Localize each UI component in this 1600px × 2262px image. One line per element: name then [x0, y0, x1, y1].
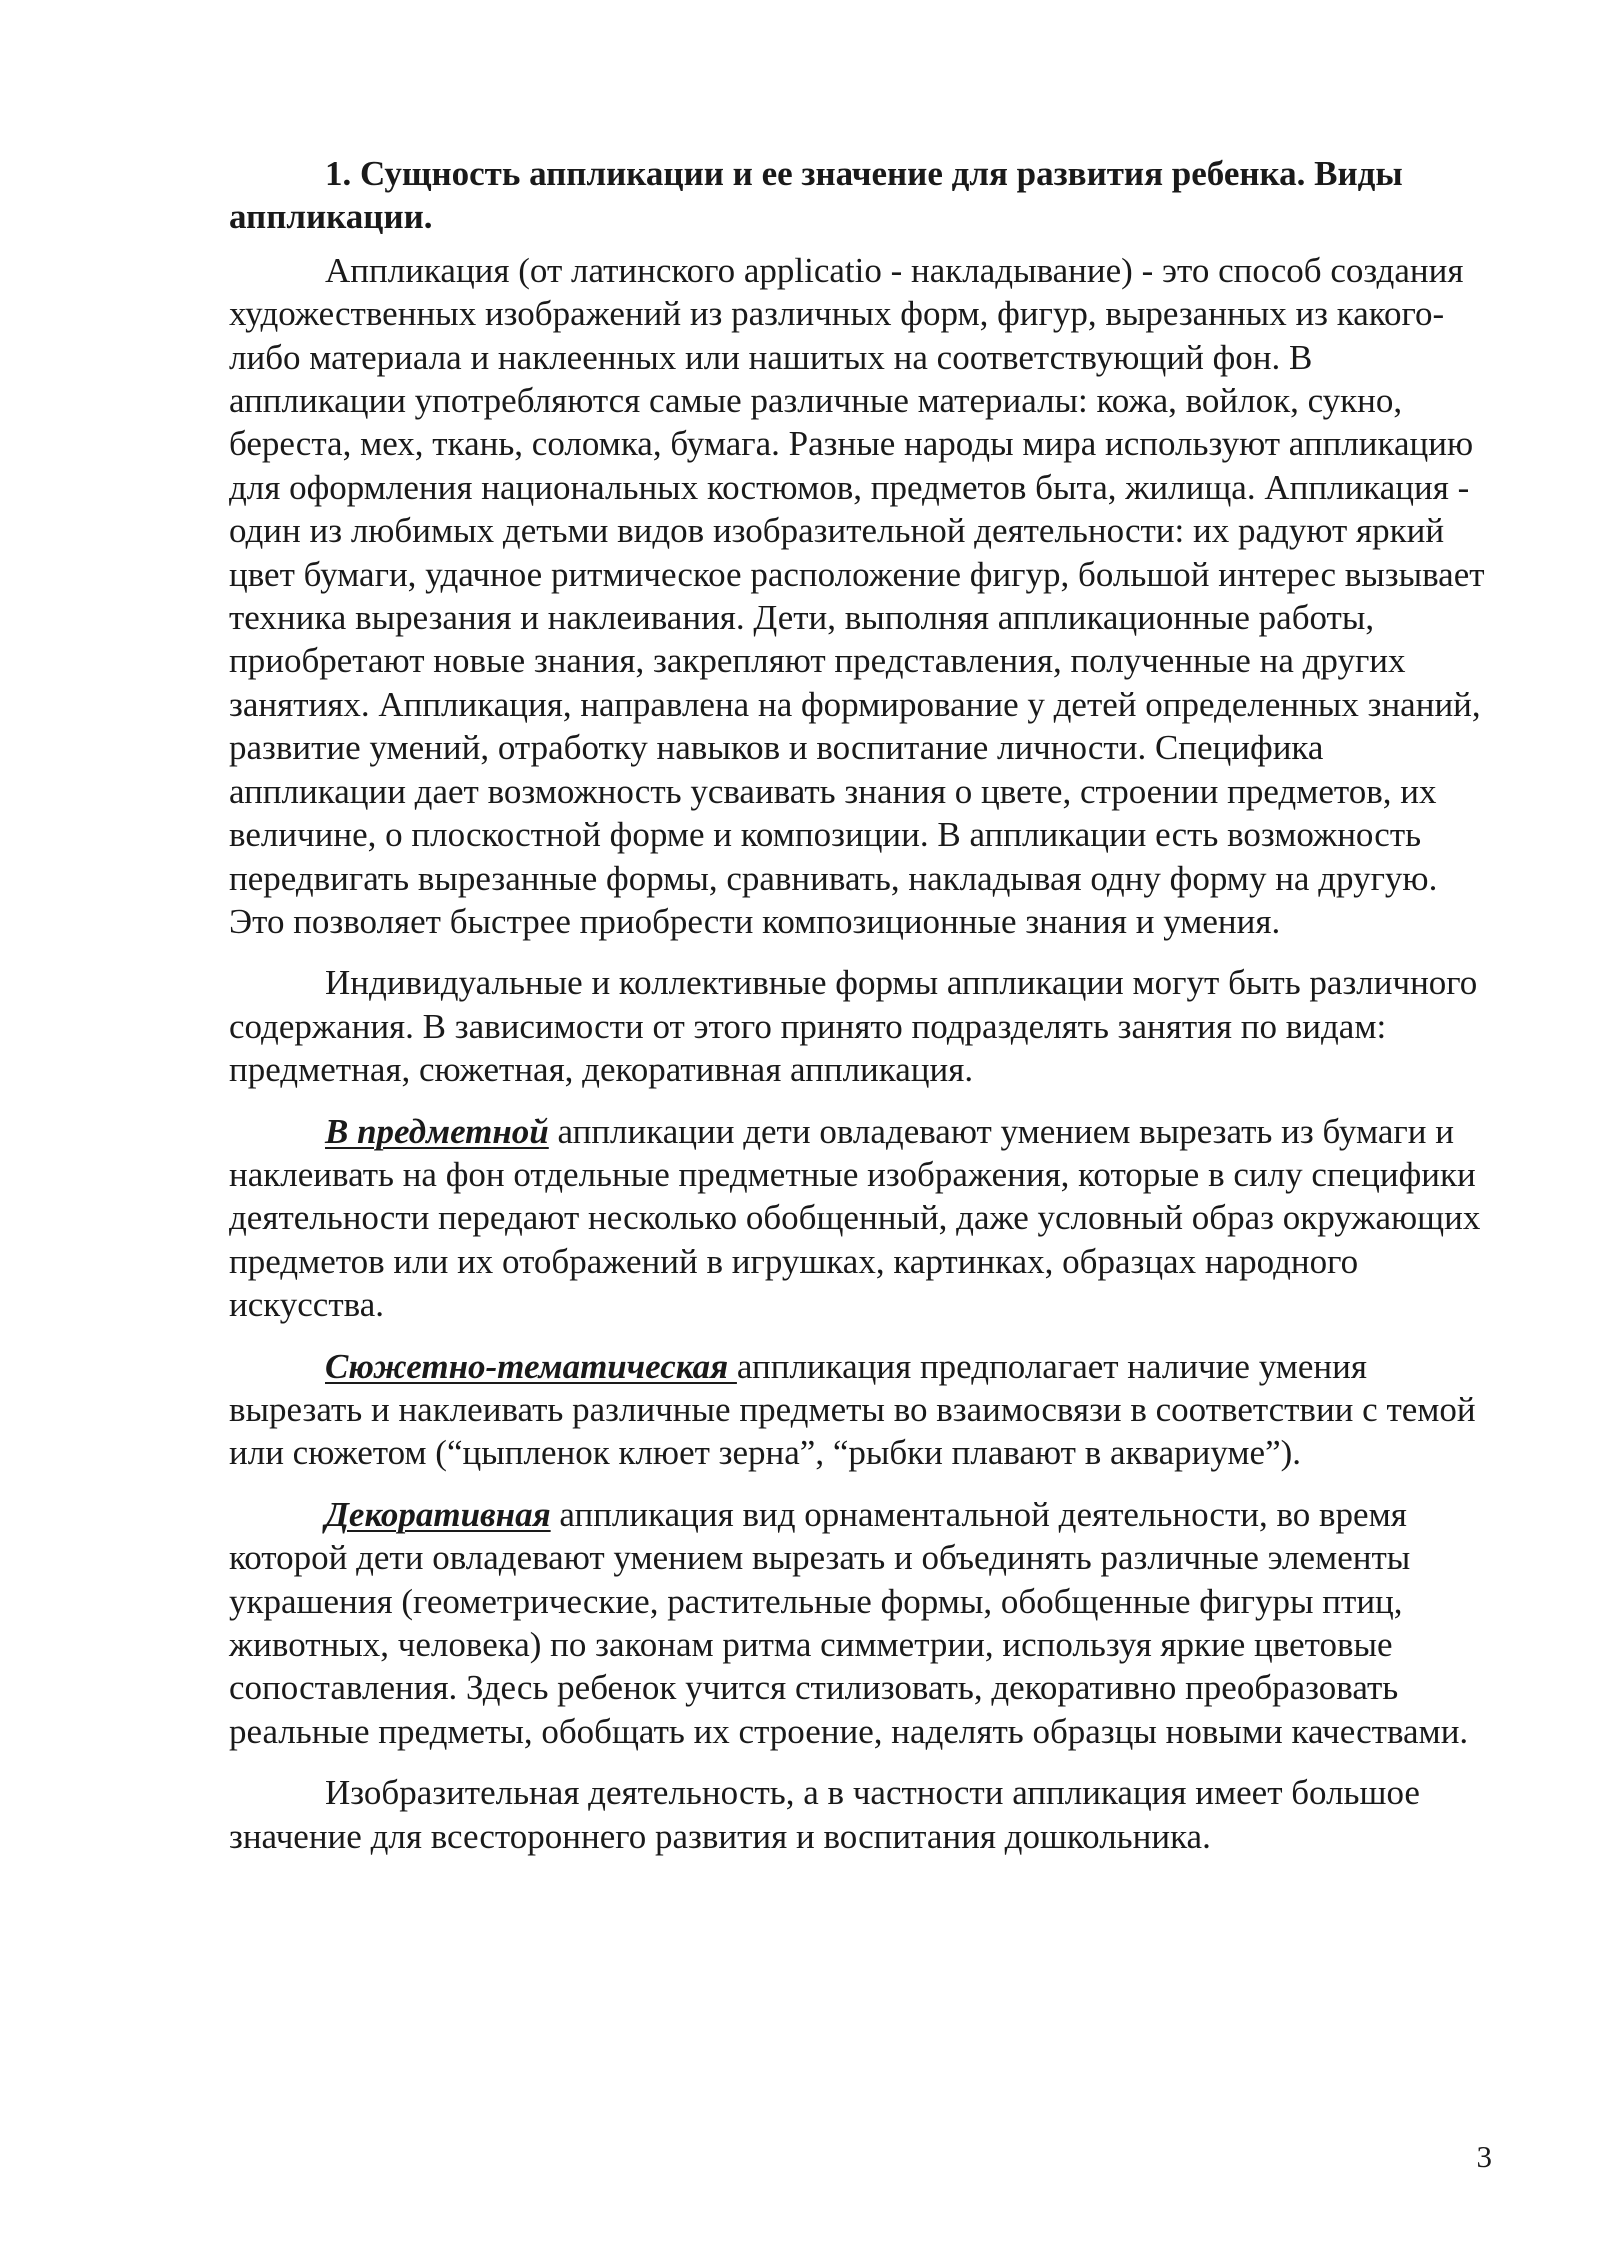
term-decorative: Декоративная: [325, 1494, 551, 1534]
term-subject: В предметной: [325, 1111, 549, 1151]
paragraph-subject-applique: [229, 1110, 1489, 1327]
section-heading: 1. Сущность аппликации и ее значение для развития ребенка. Виды аппликации.: [229, 154, 1403, 237]
paragraph-definition: [229, 249, 1489, 944]
page-number: 3: [1476, 2139, 1492, 2174]
paragraph-types-overview: [229, 961, 1489, 1091]
paragraph-text: аппликация вид орнаментальной деятельности, во время которой дети овладевают умением вырезать и объединять различные элементы украшения (геометрические, растительные формы, обобщенные фигуры птиц, животных, человека) по законам ритма симметрии, используя яркие цветовые сопоставления. Здесь ребенок учится стилизовать, декоративно преобразовать реальные предметы, обобщать их строение, наделять образцы новыми качествами.: [229, 1494, 1469, 1751]
paragraph-text: Индивидуальные и коллективные формы аппликации могут быть различного содержания. В зависимости от этого принято подразделять занятия по видам: предметная, сюжетная, декоративная аппликация.: [229, 963, 1478, 1090]
paragraph-text: Аппликация (от латинского applicatio - накладывание) - это способ создания художественных изображений из различных форм, фигур, вырезанных из какого-либо материала и наклеенных или нашитых на соответствующий фон. В аппликации употребляются самые различные материалы: кожа, войлок, сукно, береста, мех, ткань, соломка, бумага. Разные народы мира используют аппликацию для оформления национальных костюмов, предметов быта, жилища. Аппликация - один из любимых детьми видов изобразительной деятельности: их радуют яркий цвет бумаги, удачное ритмическое расположение фигур, большой интерес вызывает техника вырезания и наклеивания. Дети, выполняя аппликационные работы, приобретают новые знания, закрепляют представления, полученные на других занятиях. Аппликация, направлена на формирование у детей определенных знаний, развитие умений, отработку навыков и воспитание личности. Специфика аппликации дает возможность усваивать знания о цвете, строении предметов, их величине, о плоскостной форме и композиции. В аппликации есть возможность передвигать вырезанные формы, сравнивать, накладывая одну форму на другую. Это позволяет быстрее приобрести композиционные знания и умения.: [229, 250, 1485, 941]
paragraph-text: Изобразительная деятельность, а в частности аппликация имеет большое значение для всестороннего развития и воспитания дошкольника.: [229, 1773, 1420, 1856]
paragraph-conclusion: [229, 1771, 1489, 1858]
term-plot-thematic: Сюжетно-тематическая: [325, 1346, 737, 1386]
paragraph-text: аппликация предполагает наличие умения вырезать и наклеивать различные предметы во взаимосвязи в соответствии с темой или сюжетом (“цыпленок клюет зерна”, “рыбки плавают в аквариуме”).: [229, 1346, 1476, 1473]
paragraph-decorative-applique: [229, 1493, 1489, 1753]
paragraph-plot-applique: [229, 1345, 1489, 1475]
paragraph-text: аппликации дети овладевают умением вырезать из бумаги и наклеивать на фон отдельные предметные изображения, которые в силу специфики деятельности передают несколько обобщенный, даже условный образ окружающих предметов или их отображений в игрушках, картинках, образцах народного искусства.: [229, 1111, 1481, 1325]
document-body: [229, 152, 1489, 1876]
